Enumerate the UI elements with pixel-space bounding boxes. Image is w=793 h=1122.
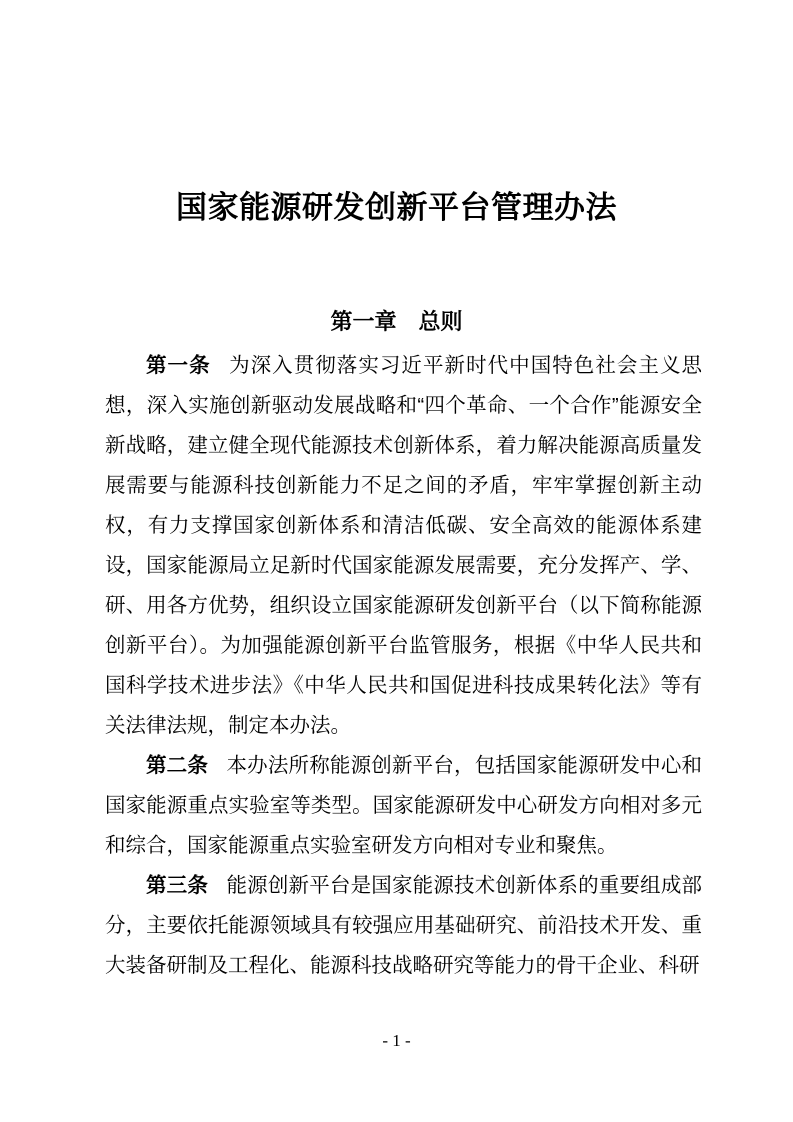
article-1-paragraph bbox=[105, 346, 702, 746]
article-3-paragraph bbox=[105, 866, 702, 986]
document-title: 国家能源研发创新平台管理办法 bbox=[176, 190, 617, 225]
article-3-text: 能源创新平台是国家能源技术创新体系的重要组成部分，主要依托能源领域具有较强应用基础研究、前沿技术开发、重大装备研制及工程化、能源科技战略研究等能力的骨干企业、科研 bbox=[105, 874, 703, 977]
article-1-label: 第一条 bbox=[146, 354, 211, 377]
article-1-text: 为深入贯彻落实习近平新时代中国特色社会主义思想，深入实施创新驱动发展战略和“四个革命、一个合作”能源安全新战略，建立健全现代能源技术创新体系，着力解决能源高质量发展需要与能源科技创新能力不足之间的矛盾，牢牢掌握创新主动权，有力支撑国家创新体系和清洁低碳、安全高效的能源体系建设，国家能源局立足新时代国家能源发展需要，充分发挥产、学、研、用各方优势，组织设立国家能源研发创新平台（以下简称能源创新平台）。为加强能源创新平台监管服务，根据《中华人民共和国科学技术进步法》《中华人民共和国促进科技成果转化法》等有关法律法规，制定本办法。 bbox=[105, 354, 703, 737]
page-number: - 1 - bbox=[382, 1031, 411, 1050]
chapter-number: 第一章 bbox=[330, 309, 397, 334]
article-3-label: 第三条 bbox=[146, 874, 209, 897]
document-body bbox=[105, 346, 702, 986]
article-2-text: 本办法所称能源创新平台，包括国家能源研发中心和国家能源重点实验室等类型。国家能源研发中心研发方向相对多元和综合，国家能源重点实验室研发方向相对专业和聚焦。 bbox=[105, 754, 703, 857]
chapter-title: 总则 bbox=[418, 309, 463, 334]
article-2-label: 第二条 bbox=[146, 754, 209, 777]
chapter-heading bbox=[0, 305, 793, 336]
article-2-paragraph bbox=[105, 746, 702, 866]
